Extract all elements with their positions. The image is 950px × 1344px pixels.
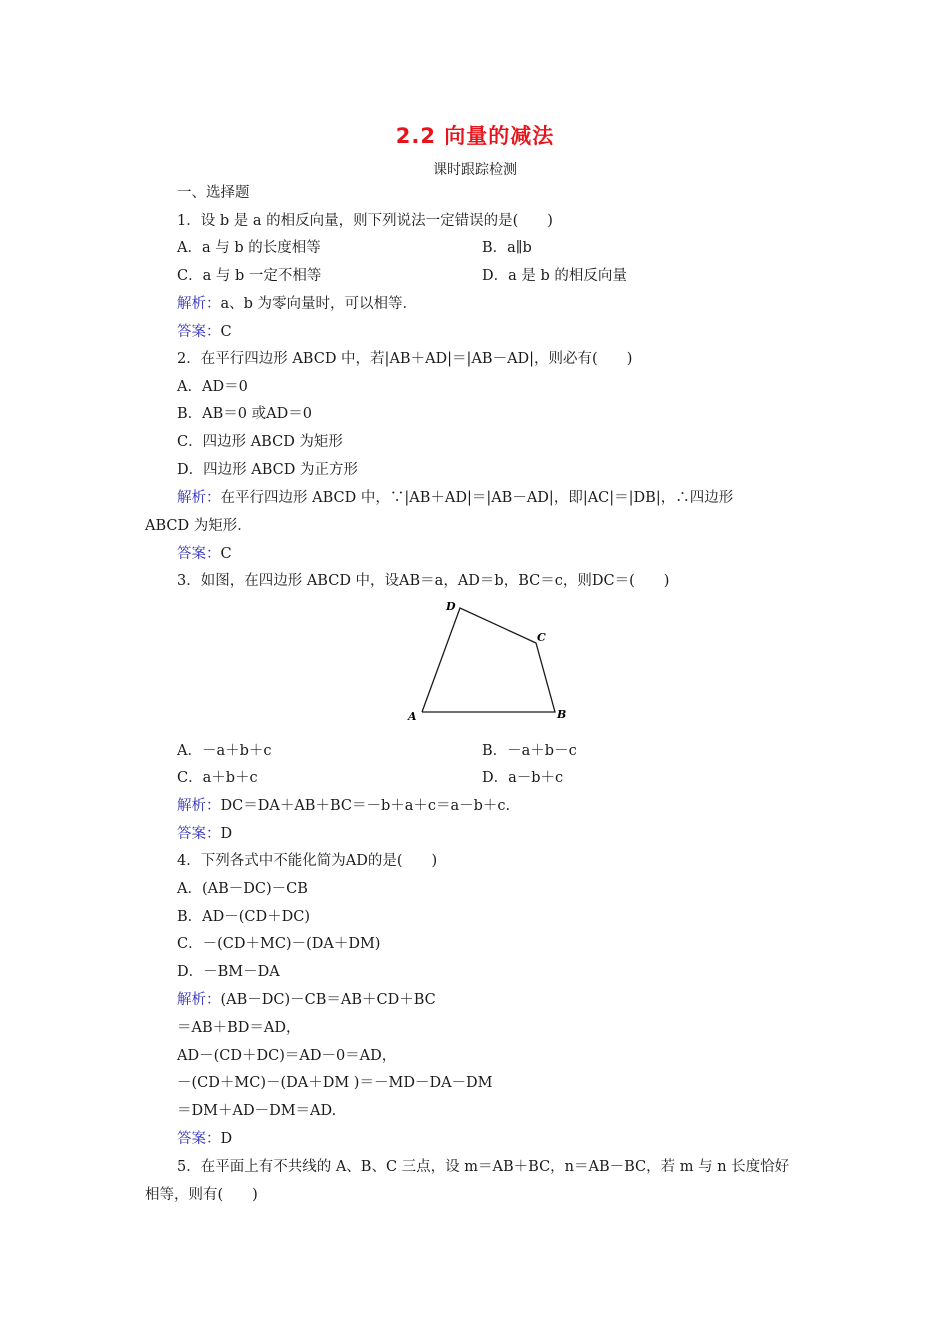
q3-option-c: C．a＋b＋c	[177, 770, 258, 786]
q2-analysis-line1	[177, 488, 733, 508]
q3-analysis	[177, 796, 510, 816]
q2-analysis-text1: 在平行四边形 ABCD 中，∵|AB＋AD|＝|AB－AD|，即|AC|＝|DB|，∴四边形	[220, 490, 734, 506]
q4-analysis-line1	[177, 990, 436, 1010]
q1-analysis	[177, 294, 417, 314]
q2-analysis-line2: ABCD 为矩形．	[145, 518, 252, 534]
q2-option-a: A．AD＝0	[177, 379, 248, 395]
q1-analysis-label: 解析：	[177, 296, 221, 312]
q1-option-d: D．a 是 b 的相反向量	[482, 268, 627, 284]
q4-analysis-line2: ＝AB＋BD＝AD，	[177, 1020, 301, 1036]
figure-label-c: C	[537, 631, 546, 644]
q3-stem: 3．如图，在四边形 ABCD 中，设AB＝a，AD＝b，BC＝c，则DC＝( )	[177, 573, 670, 589]
q2-answer	[177, 544, 232, 564]
q1-option-a: A．a 与 b 的长度相等	[177, 240, 321, 256]
q4-analysis-line4: －(CD＋MC)－(DA＋DM )＝－MD－DA－DM	[177, 1075, 493, 1091]
figure-label-d: D	[446, 600, 456, 613]
q5-stem-line2: 相等，则有( )	[145, 1187, 258, 1203]
q3-option-a: A．－a＋b＋c	[177, 743, 272, 759]
q1-option-b: B．a∥b	[482, 240, 532, 256]
quadrilateral-figure	[400, 598, 580, 728]
q1-answer-label: 答案：	[177, 324, 221, 340]
q4-analysis-line3: AD－(CD＋DC)＝AD－0＝AD，	[177, 1048, 397, 1064]
q4-answer-value: D	[220, 1131, 233, 1147]
q3-answer-value: D	[220, 826, 233, 842]
quadrilateral-shape	[422, 608, 555, 712]
q4-option-c: C．－(CD＋MC)－(DA＋DM)	[177, 936, 381, 952]
q4-answer-label: 答案：	[177, 1131, 221, 1147]
q3-analysis-text: DC＝DA＋AB＋BC＝－b＋a＋c＝a－b＋c.	[220, 798, 511, 814]
q1-analysis-text: a、b 为零向量时，可以相等．	[220, 296, 418, 312]
q3-answer-label: 答案：	[177, 826, 221, 842]
q3-option-d: D．a－b＋c	[482, 770, 564, 786]
q3-option-b: B．－a＋b－c	[482, 743, 577, 759]
q2-stem: 2．在平行四边形 ABCD 中，若|AB＋AD|＝|AB－AD|，则必有( )	[177, 351, 633, 367]
q4-analysis-line5: ＝DM＋AD－DM＝AD.	[177, 1103, 337, 1119]
q2-answer-value: C	[220, 546, 232, 562]
q4-option-a: A．(AB－DC)－CB	[177, 881, 308, 897]
q4-answer	[177, 1129, 232, 1149]
q1-answer-value: C	[220, 324, 232, 340]
q3-answer	[177, 824, 232, 844]
q2-option-c: C．四边形 ABCD 为矩形	[177, 434, 343, 450]
q3-analysis-label: 解析：	[177, 798, 221, 814]
q4-stem: 4．下列各式中不能化简为AD的是( )	[177, 853, 438, 869]
q4-analysis-text1: (AB－DC)－CB＝AB＋CD＋BC	[220, 992, 436, 1008]
page-title: 2.2 向量的减法	[395, 124, 555, 148]
figure-label-b: B	[557, 708, 567, 721]
q2-option-d: D．四边形 ABCD 为正方形	[177, 462, 358, 478]
q1-answer	[177, 322, 232, 342]
figure-label-a: A	[408, 710, 417, 723]
q4-option-b: B．AD－(CD＋DC)	[177, 909, 311, 925]
q4-analysis-label: 解析：	[177, 992, 221, 1008]
section-heading: 一、选择题	[177, 185, 250, 201]
q2-analysis-label: 解析：	[177, 490, 221, 506]
q4-option-d: D．－BM－DA	[177, 964, 280, 980]
page-subtitle: 课时跟踪检测	[433, 162, 517, 178]
q1-stem: 1．设 b 是 a 的相反向量，则下列说法一定错误的是( )	[177, 213, 553, 229]
q2-option-b: B．AB＝0 或AD＝0	[177, 406, 312, 422]
q1-option-c: C．a 与 b 一定不相等	[177, 268, 322, 284]
q2-answer-label: 答案：	[177, 546, 221, 562]
q5-stem-line1: 5．在平面上有不共线的 A、B、C 三点，设 m＝AB＋BC，n＝AB－BC，若 m 与 n 长度恰好	[177, 1159, 790, 1175]
